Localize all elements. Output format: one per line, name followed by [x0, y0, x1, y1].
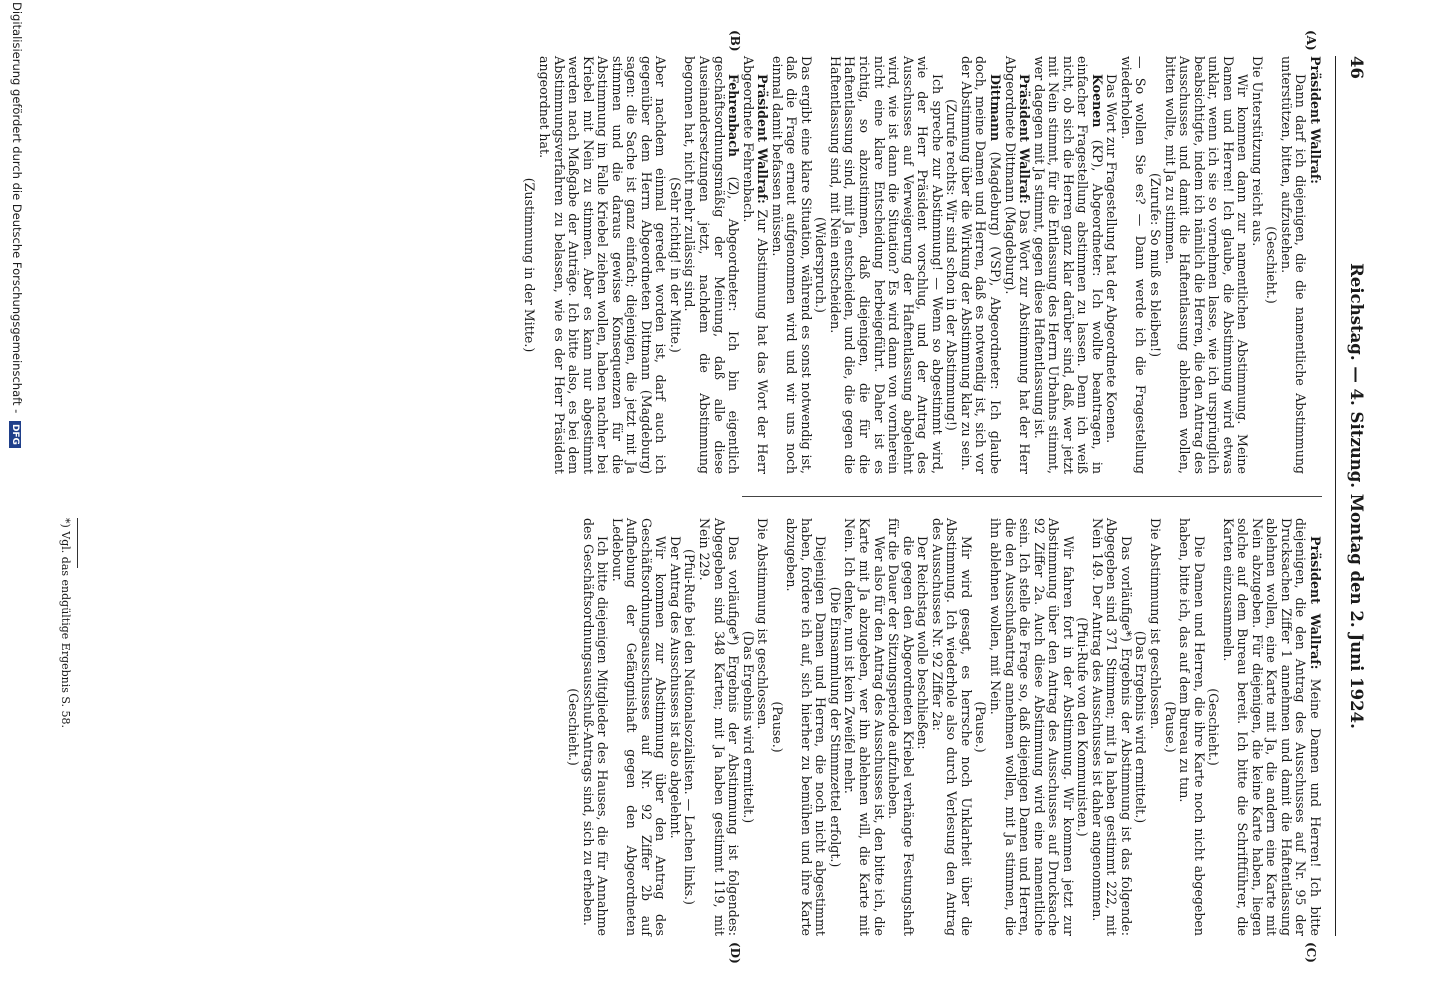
paragraph: [682, 518, 697, 936]
margin-letter-d: (D): [728, 942, 742, 964]
paragraph-text: Ich spreche zur Abstimmung! — Wenn so abgestimmt wird, wie der Herr Präsident vorschlug, und der Antrag des Ausschusses auf Verweigerung der Haftentlassung abgelehnt wird, wie ist dann die Situation? Es wird dann von vornherein nicht eine klare Entscheidung herbeigeführt. Daher ist es richtig, so abzustimmen, daß diejenigen, die für die Haftentlassung sind, mit Ja entscheiden, und die, die gegen die Haftentlassung sind, mit Nein entscheiden.: [827, 56, 945, 474]
paragraph: [813, 56, 828, 474]
paragraph-text: Das vorläufige*) Ergebnis der Abstimmung ist folgendes: Abgegeben sind 348 Karten; mit Ja haben gestimmt 119, mit Nein 229.: [697, 518, 742, 936]
paragraph-text: Dann darf ich diejenigen, die die namentliche Abstimmung unterstützen, bitten, aufzustehen.: [1278, 56, 1309, 474]
paragraph: [566, 518, 581, 936]
paragraph-text: Das ergibt eine klare Situation, während es sonst notwendig ist, daß die Frage erneut aufgenommen wird und wir uns noch einmal damit befassen müssen.: [769, 56, 814, 474]
paragraph-text: Meine Damen und Herren! Ich bitte diejenigen, die den Antrag des Ausschusses auf Nr. 95 der Drucksachen Ziffer 1 annehmen und damit die Haftentlassung ablehnen wollen, eine Karte mit Ja, die andern eine Karte mit Nein abzugeben. Für diejenigen, die keine Karte haben, liegen solche auf dem Bureau bereit. Ich bitte die Schriftführer, die Karten einzusammeln.: [1220, 518, 1323, 936]
speaker-name: Fehrenbach: [726, 74, 742, 158]
paragraph-text: (Magdeburg) (VSP), Abgeordneter: Ich glaube doch, meine Damen und Herren, daß es notwendig ist, sich vor der Abstimmung über die Wirkung der Abstimmung klar zu sein.: [958, 56, 1003, 474]
paragraph: [958, 56, 1002, 474]
paragraph: [1147, 56, 1162, 474]
paragraph-text: (Zurufe: So muß es bleiben!): [1147, 172, 1163, 358]
paragraph: [1002, 56, 1031, 474]
speaker-name: Präsident Wallraf:: [1308, 56, 1323, 184]
paragraph-text: Das Wort zur Abstimmung hat der Herr Abgeordnete Dittmann (Magdeburg).: [1002, 56, 1033, 474]
paragraph-text: Wer also für den Antrag des Ausschusses ist, den bitte ich, die Karte mit Ja abzugeben, wer ihn ablehnen will, die Karte mit Nein. Ich denke, nun ist kein Zweifel mehr.: [842, 518, 887, 936]
paragraph-text: Die Abstimmung ist geschlossen.: [1147, 518, 1163, 730]
margin-letter-b: (B): [728, 30, 742, 52]
paragraph-text: Wir kommen dann zur namentlichen Abstimmung. Meine Damen und Herren! Ich glaube, die Abstimmung wird etwas unklar, wenn ich sie so vornehmen lasse, wie ich ursprünglich beabsichtigte, indem ich nämlich die Herren, die den Antrag des Ausschusses und damit die Haftentlassung ablehnen wollen, bitten wollte, mit Ja zu stimmen.: [1162, 56, 1251, 474]
paragraph-text: Die Unterstützung reicht aus.: [1249, 56, 1265, 247]
paragraph: [755, 518, 770, 936]
paragraph: [522, 56, 537, 474]
paragraph-text: (Das Ergebnis wird ermittelt.): [740, 630, 756, 824]
column-divider: [742, 496, 1322, 497]
paragraph: [682, 56, 740, 474]
paragraph-text: Die Abstimmung ist geschlossen.: [755, 518, 771, 730]
paragraph-text: (Pause.): [1162, 701, 1178, 753]
paragraph: [1118, 56, 1147, 474]
paragraph-text: (Widerspruch.): [813, 217, 829, 313]
paragraph: [696, 518, 740, 936]
paragraph: [769, 518, 784, 936]
paragraph: [609, 518, 667, 936]
paragraph: [1162, 56, 1249, 474]
paragraph-text: (Sehr richtig! in der Mitte.): [667, 177, 683, 353]
paragraph: [827, 518, 842, 936]
column-right: [566, 518, 1322, 936]
paragraph: [1249, 56, 1264, 474]
paragraph: [1075, 518, 1090, 936]
paragraph-text: Mir wird gesagt, es herrsche noch Unklarheit über die Abstimmung. Ich wiederhole also durch Verlesung den Antrag des Ausschusses Nr. 92 Ziffer 2a:: [929, 518, 974, 936]
paragraph: [1147, 518, 1162, 936]
paragraph-text: (KP), Abgeordneter: Ich wollte beantragen, in einfacher Fragestellung abstimmen zu lassen. Denn ich weiß nicht, ob sich die Herren ganz klar darüber sind, daß, wer jetzt mit Nein stimmt, für die Entlassung des Herrn Urbahns stimmt, wer dagegen mit Ja stimmt, gegen diese Haftentlassung ist.: [1031, 56, 1105, 474]
paragraph-text: Aber nachdem einmal geredet worden ist, darf auch ich gegenüber dem Herrn Abgeordneten Dittmann (Magdeburg) sagen: die Sache ist ganz einfach; diejenigen, die jetzt mit Ja stimmen und die daraus gewisse Konsequenzen für die Abstimmung im Falle Kriebel ziehen wollen, haben nachher bei Kriebel mit Nein zu stimmen. Aber es kann nur abgestimmt werden nach Maßgabe der Anträge. Ich bitte also, es bei dem Abstimmungsverfahren zu belassen, wie es der Herr Präsident angeordnet hat.: [537, 56, 669, 474]
paragraph: [944, 56, 959, 474]
paragraph-text: Das Wort zur Fragestellung hat der Abgeordnete Koenen.: [1104, 74, 1120, 444]
paragraph: [1264, 56, 1279, 474]
paragraph: [929, 518, 973, 936]
running-header: [1335, 56, 1366, 936]
paragraph: [667, 518, 682, 936]
page-number: 46: [1347, 56, 1366, 79]
paragraph-text: Wir fahren fort in der Abstimmung. Wir kommen jetzt zur Abstimmung über den Antrag des Ausschusses auf Drucksache 92 Ziffer 2a. Auch diese Abstimmung wird eine namentliche sein. Ich stelle die Frage so, daß diejenigen Damen und Herren, die den Ausschußantrag annehmen wollen, mit Ja stimmen, die ihn ablehnen wollen, mit Nein.: [987, 518, 1076, 936]
paragraph: [740, 518, 755, 936]
paragraph-text: (Zustimmung in der Mitte.): [522, 177, 538, 353]
digitization-credit: Digitalisierung gefördert durch die Deutsche Forschungsgemeinschaft - DFG: [2, 2, 24, 1002]
header-title: Reichstag. — 4. Sitzung. Montag den 2. Juni 1924.: [1347, 263, 1366, 729]
paragraph: [1162, 518, 1177, 936]
paragraph-text: (Geschieht.): [1264, 226, 1280, 304]
paragraph-text: (Die Einsammlung der Stimmzettel erfolgt.): [827, 586, 843, 868]
paragraph-text: Ich bitte diejenigen Mitglieder des Hauses, die für Annahme des Geschäftsordnungsausschuß-Antrags sind, sich zu erheben.: [580, 518, 611, 936]
paragraph-text: (Z), Abgeordneter: Ich bin eigentlich geschäftsordnungsmäßig der Meinung, daß alle diese Auseinandersetzungen jetzt, nachdem die Abstimmung begonnen hat, nicht mehr zulässig sind.: [682, 56, 742, 474]
paragraph-text: Wir kommen zur Abstimmung über den Antrag des Geschäftsordnungsausschusses auf Nr. 92 Ziffer 2b auf Aufhebung der Gefängnishaft gegen den Abgeordneten Ledebour.: [609, 518, 669, 936]
margin-letter-a: (A): [1304, 30, 1318, 51]
paragraph-text: (Pause.): [973, 701, 989, 753]
speaker-name: Präsident Wallraf:: [755, 74, 771, 204]
dfg-logo: DFG: [9, 421, 21, 448]
paragraph-text: Das vorläufige*) Ergebnis der Abstimmung ist das folgende: Abgegeben sind 371 Stimmen; mit Ja haben gestimmt 222, mit Nein 149. Der Antrag des Ausschusses ist daher angenommen.: [1089, 518, 1134, 936]
credit-text: Digitalisierung gefördert durch die Deutsche Forschungsgemeinschaft: [10, 2, 24, 406]
paragraph-text: (Pfui-Rufe bei den Nationalsozialisten. — Lachen links.): [682, 549, 698, 905]
paragraph-text: — So wollen Sie es? — Dann werde ich die Fragestellung wiederholen.: [1118, 56, 1149, 474]
paragraph-text: Zur Abstimmung hat das Wort der Herr Abgeordnete Fehrenbach.: [740, 56, 771, 474]
paragraph-text: Die Damen und Herren, die ihre Karte noch nicht abgegeben haben, bitte ich, das auf dem Bureau zu tun.: [1177, 518, 1207, 936]
paragraph-text: (Das Ergebnis wird ermittelt.): [1133, 630, 1149, 824]
paragraph: [1031, 56, 1104, 474]
speaker-name: Koenen: [1089, 74, 1105, 128]
paragraph: [536, 56, 667, 474]
footnote: *) Vgl. das endgültige Ergebnis S. 58.: [59, 518, 72, 729]
margin-letter-c: (C): [1304, 942, 1318, 963]
speaker-name: Präsident Wallraf:: [1308, 536, 1323, 670]
paragraph: [784, 518, 828, 936]
paragraph: [1177, 518, 1206, 936]
paragraph-text: Diejenigen Damen und Herren, die noch nicht abgestimmt haben, fordere ich auf, sich hierher zu bemühen und ihre Karte abzugeben.: [784, 518, 829, 936]
paragraph-text: (Zurufe rechts: Wir sind schon in der Abstimmung!): [944, 99, 960, 431]
paragraph-text: Der Reichstag wolle beschließen:: [915, 536, 931, 750]
paragraph: [1089, 518, 1133, 936]
paragraph-text: Der Antrag des Ausschusses ist also abgelehnt.: [667, 536, 683, 839]
paragraph: [667, 56, 682, 474]
paragraph: [973, 518, 988, 936]
paragraph: [1220, 518, 1322, 936]
footnote-rule: [77, 518, 78, 568]
paragraph-text: (Geschieht.): [1206, 688, 1222, 766]
document-page: [39, 30, 1374, 964]
paragraph: [1206, 518, 1221, 936]
paragraph: [842, 518, 886, 936]
column-left: [522, 56, 1322, 474]
paragraph: [1278, 56, 1307, 474]
paragraph: [886, 518, 915, 936]
paragraph: [580, 518, 609, 936]
paragraph-text: (Geschieht.): [566, 688, 582, 766]
paragraph: [1104, 56, 1119, 474]
paragraph: [827, 56, 943, 474]
paragraph: [1133, 518, 1148, 936]
paragraph: [1307, 56, 1322, 474]
paragraph: [987, 518, 1074, 936]
paragraph-text: die gegen den Abgeordneten Kriebel verhängte Festungshaft für die Dauer der Sitzungsperiode aufzuheben.: [886, 518, 916, 936]
paragraph-text: (Pfui-Rufe von den Kommunisten.): [1075, 617, 1091, 837]
speaker-name: Präsident Wallraf:: [1017, 74, 1033, 204]
paragraph: [915, 518, 930, 936]
speaker-name: Dittmann: [987, 74, 1003, 142]
paragraph: [740, 56, 769, 474]
paragraph: [769, 56, 813, 474]
paragraph-text: (Pause.): [769, 701, 785, 753]
